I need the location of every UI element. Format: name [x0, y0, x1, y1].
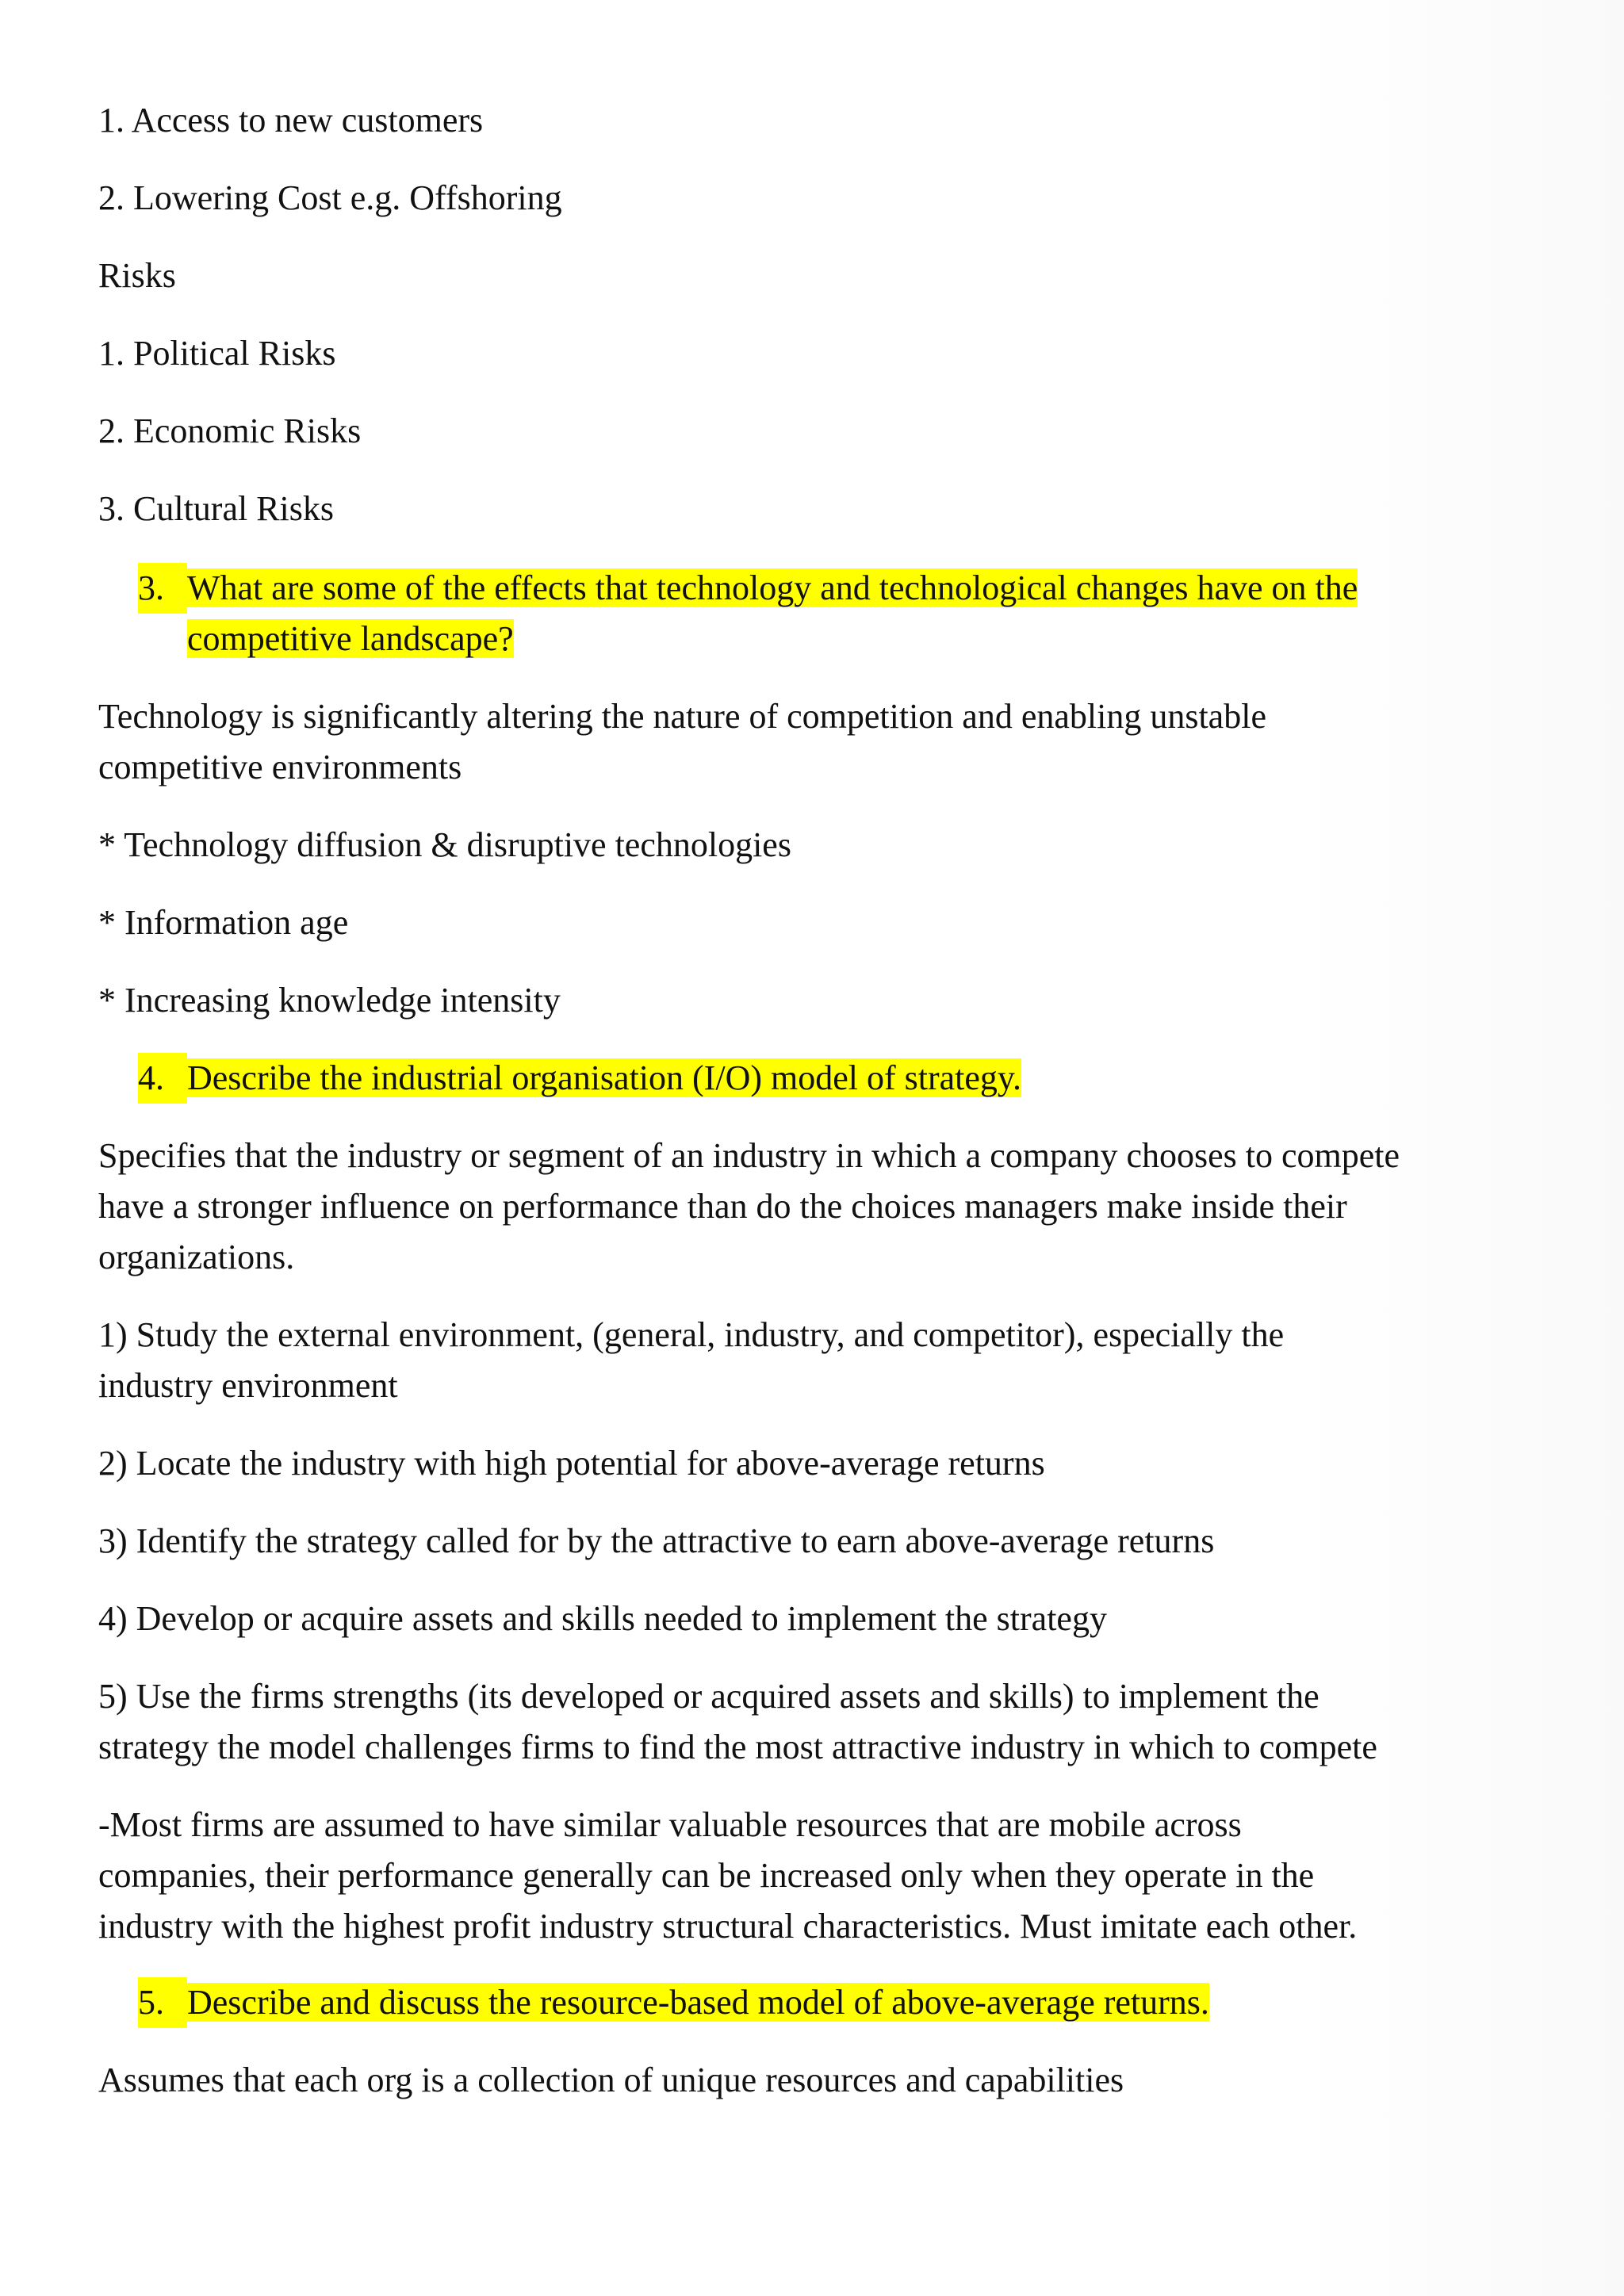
- question-4-number: 4.: [138, 1053, 187, 1104]
- io-step-1-line-1: 1) Study the external environment, (general, industry, and competitor), especially the: [98, 1315, 1285, 1354]
- question-4: [138, 1053, 1021, 1104]
- io-step-1-line-2: industry environment: [98, 1366, 398, 1405]
- io-step-3: 3) Identify the strategy called for by the attractive to earn above-average returns: [98, 1521, 1215, 1560]
- risks-heading: Risks: [98, 256, 176, 295]
- list-item-cultural-risks: 3. Cultural Risks: [98, 489, 335, 528]
- question-5-text: Describe and discuss the resource-based model of above-average returns.: [187, 1983, 1209, 2022]
- io-intro-line-2: have a stronger influence on performance than do the choices managers make inside their: [98, 1187, 1347, 1226]
- io-step-5-line-2: strategy the model challenges firms to find the most attractive industry in which to compete: [98, 1728, 1377, 1766]
- io-step-5-line-1: 5) Use the firms strengths (its developed or acquired assets and skills) to implement the: [98, 1677, 1320, 1716]
- tech-paragraph-line-2: competitive environments: [98, 748, 462, 786]
- question-3: [138, 563, 1358, 658]
- list-item-access-customers: 1. Access to new customers: [98, 101, 484, 140]
- io-intro-line-3: organizations.: [98, 1238, 295, 1276]
- io-intro-line-1: Specifies that the industry or segment of an industry in which a company chooses to compete: [98, 1136, 1400, 1175]
- list-item-lowering-cost: 2. Lowering Cost e.g. Offshoring: [98, 178, 562, 217]
- resource-based-paragraph: Assumes that each org is a collection of unique resources and capabilities: [98, 2061, 1124, 2099]
- question-3-line-1: What are some of the effects that technology and technological changes have on the: [187, 568, 1358, 607]
- io-step-4: 4) Develop or acquire assets and skills needed to implement the strategy: [98, 1599, 1107, 1638]
- list-item-political-risks: 1. Political Risks: [98, 334, 336, 373]
- list-item-economic-risks: 2. Economic Risks: [98, 411, 362, 450]
- tech-paragraph-line-1: Technology is significantly altering the nature of competition and enabling unstable: [98, 697, 1266, 736]
- question-3-number: 3.: [138, 563, 187, 614]
- question-5-number: 5.: [138, 1977, 187, 2028]
- tech-bullet-diffusion: * Technology diffusion & disruptive technologies: [98, 825, 791, 864]
- tech-bullet-knowledge-intensity: * Increasing knowledge intensity: [98, 981, 561, 1020]
- io-assumption-line-2: companies, their performance generally can be increased only when they operate in the: [98, 1856, 1315, 1895]
- io-step-2: 2) Locate the industry with high potential for above-average returns: [98, 1444, 1045, 1483]
- io-assumption-line-3: industry with the highest profit industry structural characteristics. Must imitate each other.: [98, 1907, 1358, 1946]
- tech-bullet-information-age: * Information age: [98, 903, 349, 942]
- question-4-text: Describe the industrial organisation (I/O) model of strategy.: [187, 1058, 1022, 1097]
- question-5: [138, 1977, 1209, 2028]
- question-3-line-2: competitive landscape?: [187, 619, 514, 658]
- io-assumption-line-1: -Most firms are assumed to have similar valuable resources that are mobile across: [98, 1805, 1242, 1844]
